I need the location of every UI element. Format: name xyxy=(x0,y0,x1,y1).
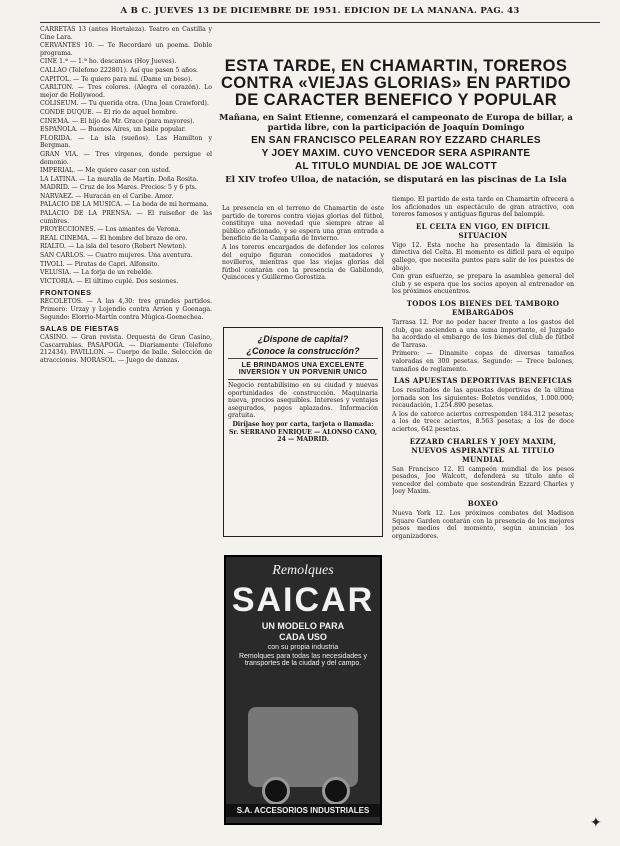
article-paragraph: tiempo. El partido de esta tarde en Chamartín ofrecerá a los aficionados un espectáculo de gran atractivo, con toreros famosos y antiguas figuras del balompié. xyxy=(392,196,574,219)
article-paragraph: Nueva York 12. Los próximos combates del Madison Square Garden contarán con la presencia de los mejores pesos medios del momento, según anuncian los organizadores. xyxy=(392,510,574,540)
section-text: CASINO. — Gran revista. Orquesta de Gran Casino, Cascarrabias. PASAPOGA. — Diariamente (Telefono 212434). PAVILLON. — Cuerpo de baile. Selección de atracciones. MORASOL. — Juego de danzas. xyxy=(40,334,212,364)
ad-line-1: UN MODELO PARA xyxy=(261,621,345,631)
left-column xyxy=(40,26,212,826)
article-paragraph: A los de catorce aciertos corresponden 184.312 pesetas; a los de trece aciertos, 8.563 pesetas; a los de doce aciertos, 642 pesetas. xyxy=(392,410,574,434)
listing-entry: CONDE DUQUE. — El río de aquel hombre. xyxy=(40,108,178,116)
box-lead: LE BRINDAMOS UNA EXCELENTE INVERSION Y UN PORVENIR UNICO xyxy=(238,362,368,376)
boxing-headline-3: AL TITULO MUNDIAL DE JOE WALCOTT xyxy=(294,161,497,172)
ad-brand: SAICAR xyxy=(231,581,375,619)
section-title: FRONTONES xyxy=(40,288,92,298)
box-body: Negocio rentabilísimo en su ciudad y nuevas oportunidades de construcción. Maquinaria nueva, precios asequibles. Intereses y ventajas asegurados, pagos aplazados. Información gratuita. xyxy=(228,382,378,420)
capital-ad-box xyxy=(223,327,383,537)
ad-remolques: Remolques xyxy=(272,563,334,578)
listing-entry: RIALTO. — La isla del tesoro (Robert Newton). xyxy=(40,243,187,251)
article-heading: TODOS LOS BIENES DEL TAMBORO EMBARGADOS xyxy=(406,298,560,317)
regatta-headline: El XIV trofeo Ulloa, de natación, se disputará en las piscinas de La Isla xyxy=(225,175,567,185)
box-title-2: ¿Conoce la construcción? xyxy=(246,346,360,356)
middle-article xyxy=(222,205,384,323)
page-mark: ✦ xyxy=(590,815,602,831)
headline-line-2: CONTRA «VIEJAS GLORIAS» EN PARTIDO xyxy=(220,74,572,92)
listing-entry: CARLTON. — Tres colores. (Alegra el corazón). Lo mejor de Hollywood. xyxy=(40,84,212,99)
article-paragraph: Con gran esfuerzo, se prepara la asamblea general del club y se espera que los socios apoyen al entrenador en los próximos encuentros. xyxy=(392,273,574,296)
headline-sub: Mañana, en Saint Etienne, comenzará el campeonato de Europa de billar, a partida libre, con la participación de Joaquín Domingo xyxy=(219,112,573,132)
article-paragraph: Los resultados de las apuestas deportivas de la última jornada son los siguientes: Boletos vendidos, 1.000.000; recaudación, 1.254.890 pesetas. xyxy=(392,387,574,410)
article-paragraph: Primero: — Dinamite copas de diversas tamaños valoradas en 300 pesetas. Segundo: — Trece balones, tamaños de reglamento. xyxy=(392,350,574,373)
listing-entry: PALACIO DE LA MUSICA. — La boda de mi hermana. xyxy=(40,201,209,209)
saicar-advert xyxy=(224,555,382,825)
wheel-icon xyxy=(322,777,350,805)
listing-entry: CINE 1.ª — 1.ª ho. descansos (Hoy Jueves). xyxy=(40,58,177,66)
article-heading: EZZARD CHARLES Y JOEY MAXIM, NUEVOS ASPIRANTES AL TITULO MUNDIAL xyxy=(409,436,557,464)
listing-entry: CAPITOL. — Te quiero para mí. (Dame un beso). xyxy=(40,75,193,83)
middle-paragraph-2: A los toreros encargados de defender los colores del equipo figuran conocidos matadores y novilleros, mientras que las viejas glorias del fútbol contarán con la presencia de Gabilondo, Quincoces y Guillermo Gorostiza. xyxy=(222,243,384,282)
headline-block xyxy=(218,58,574,188)
headline-line-1: ESTA TARDE, EN CHAMARTIN, TOREROS xyxy=(224,57,568,75)
listing-entry: PROYECCIONES. — Los amantes de Verona. xyxy=(40,226,181,234)
article-paragraph: Vigo 12. Esta noche ha presentado la dimisión la directiva del Celta. El momento es difícil para el equipo gallego, que necesita puntos para salir de los puestos de abajo. xyxy=(392,241,574,272)
ad-footer: S.A. ACCESORIOS INDUSTRIALES xyxy=(226,804,380,817)
section-text: RECOLETOS. — A las 4,30: tres grandes partidos. Primero: Urzay y Lojendio contra Arrien y Goenaga. Segundo: Elorrio-Martín contra Múgica-Goenechea. xyxy=(40,298,212,321)
listing-entry: ESPAÑOLA. — Buenos Aires, un baile popular. xyxy=(40,126,186,134)
boxing-headline-1: EN SAN FRANCISCO PELEARAN ROY EZZARD CHARLES xyxy=(251,135,541,146)
section-title: SALAS DE FIESTAS xyxy=(40,324,120,334)
article-heading: EL CELTA EN VIGO, EN DIFICIL SITUACION xyxy=(416,221,550,240)
listing-entry: LA LATINA. — La muralla de Martín. Doña Rosita. xyxy=(40,175,199,183)
listing-entry: COLISEUM. — Tu querida otra. (Una Joan Crawford). xyxy=(40,100,209,108)
ad-line-4: Remolques para todas las necesidades y transportes de la ciudad y del campo. xyxy=(238,653,368,667)
right-column xyxy=(392,196,574,846)
listing-entry: VICTORIA. — El último cuplé. Dos sesiones. xyxy=(40,277,179,285)
boxing-headline-2: Y JOEY MAXIM. CUYO VENCEDOR SERA ASPIRANTE xyxy=(261,148,531,159)
listing-entry: VELUSIA. — La forja de un rebelde. xyxy=(40,269,153,277)
box-divider xyxy=(228,358,378,359)
article-heading: BOXEO xyxy=(467,499,499,509)
listing-entry: PALACIO DE LA PRENSA. — El ruiseñor de las cumbres. xyxy=(40,210,212,225)
listing-entry: MADRID. — Cruz de los Mares. Precios: 5 y 6 pts. xyxy=(40,184,197,192)
listing-entry: GRAN VIA. — Tres vírgenes, donde persigue el demonio. xyxy=(40,150,212,166)
ad-line-2: CADA USO xyxy=(279,632,327,642)
box-title-1: ¿Dispone de capital? xyxy=(257,334,349,344)
listing-entry: CARRETAS 13 (antes Hortaleza). Teatro en Castilla y Cine Lara. xyxy=(40,26,212,41)
article-paragraph: Tarrasa 12. Por no poder hacer frente a los gastos del club, que ascienden a una suma importante, el Juzgado ha acordado el embargo de los bienes del club de fútbol de Tarrasa. xyxy=(392,318,574,349)
ad-line-3: con su propia industria xyxy=(267,644,339,651)
listing-entry: REAL CINEMA. — El hombre del brazo de oro. xyxy=(40,234,188,242)
listing-entry: CERVANTES 10. — Te Recordaré un poema. Doble programa. xyxy=(40,42,212,57)
article-heading: LAS APUESTAS DEPORTIVAS BENEFICIAS xyxy=(393,376,573,386)
listing-entry: NARVAEZ. — Huracán en el Caribe. Amor. xyxy=(40,192,174,200)
page-header: A B C. JUEVES 13 DE DICIEMBRE DE 1951. EDICION DE LA MAÑANA. PAG. 43 xyxy=(40,6,600,23)
box-divider-2 xyxy=(228,379,378,380)
listing-entry: SAN CARLOS. — Cuatro mujeres. Una aventura. xyxy=(40,252,193,260)
listing-entry: CALLAO (Telefono 222801). Así que pasen 5 años. xyxy=(40,66,198,74)
trailer-illustration xyxy=(248,707,358,787)
listing-entry: FLORIDA. — La isla (sueños). Las Hamilton y Bergman. xyxy=(40,134,212,150)
box-contact: Diríjase hoy por carta, tarjeta o llamada: Sr. SERRANO ENRIQUE — ALONSO CANO, 24 — MADRID. xyxy=(228,420,378,444)
listing-entry: TIVOLI. — Piratas de Capri. Alfonsito. xyxy=(40,260,160,268)
listing-entry: IMPERIAL. — Me quiero casar con usted. xyxy=(40,167,171,175)
listing-entry: CINEMA. — El hijo de Mr. Grace (para mayores). xyxy=(40,117,195,125)
middle-paragraph-1: La presencia en el terreno de Chamartín de este partido de toreros contra viejas glorias del fútbol, constituye una novedad que siempre atrae al público aficionado, y se espera una gran entrada a beneficio de la Campaña de Invierno. xyxy=(222,205,384,243)
headline-line-3: DE CARACTER BENEFICO Y POPULAR xyxy=(234,91,558,109)
wheel-icon xyxy=(262,777,290,805)
article-paragraph: San Francisco 12. El campeón mundial de los pesos pesados, Joe Walcott, defenderá su título ante el vencedor del combate que sostendrán Ezzard Charles y Joey Maxim. xyxy=(392,465,574,496)
